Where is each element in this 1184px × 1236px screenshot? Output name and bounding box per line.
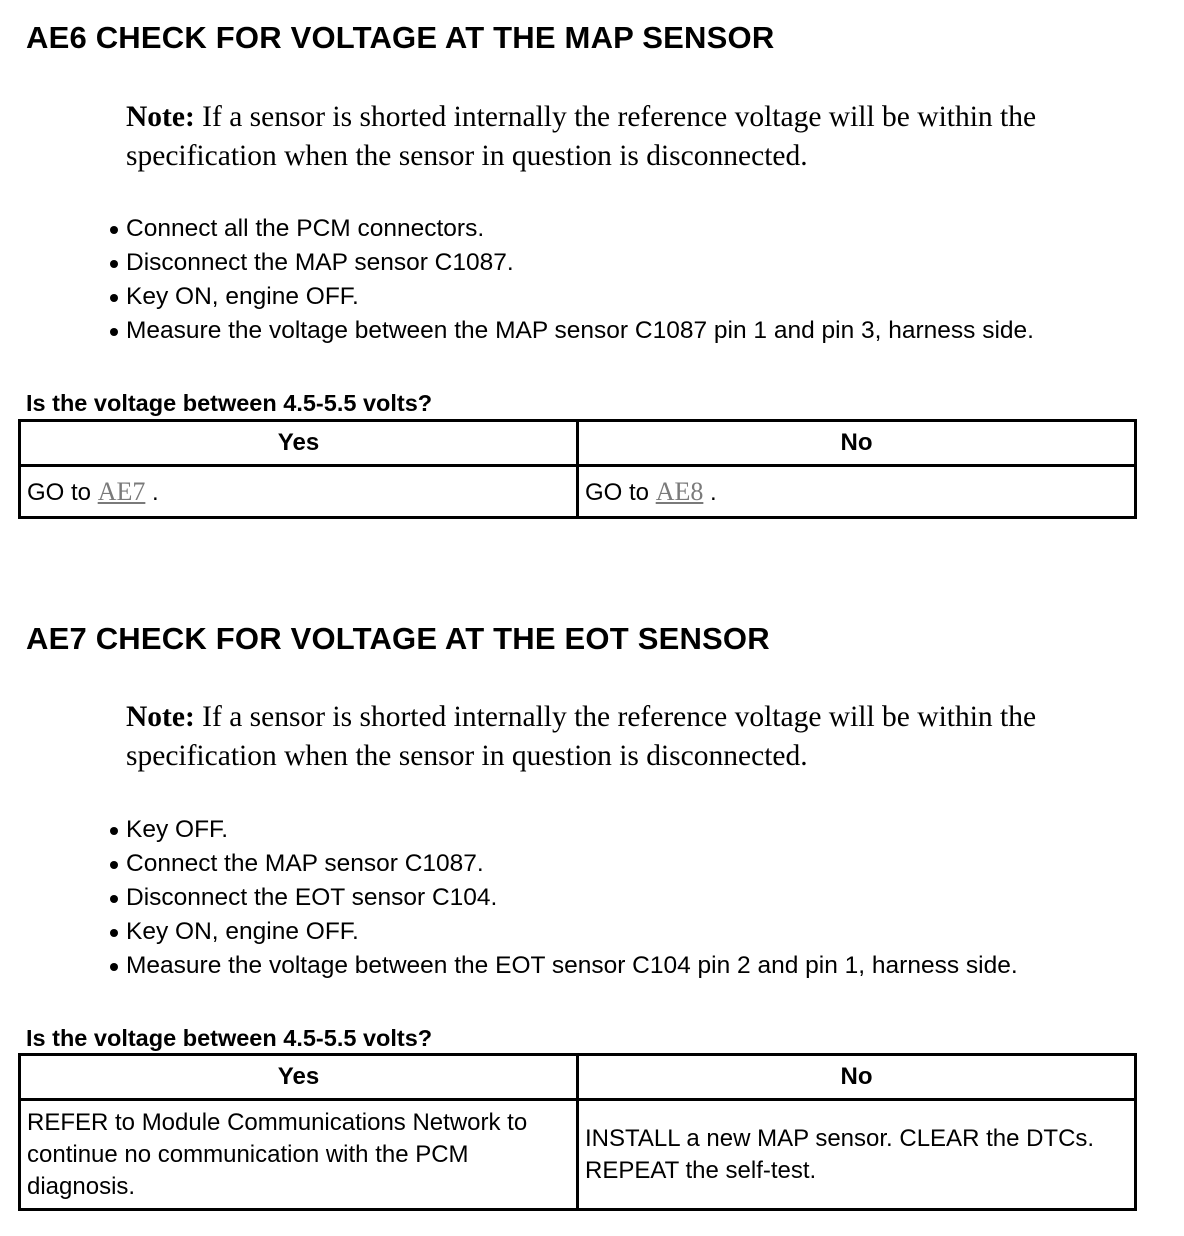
table-header-row bbox=[20, 421, 1136, 466]
go-to-text: GO to bbox=[27, 478, 98, 506]
step-text: Connect the MAP sensor C1087. bbox=[126, 850, 484, 877]
step-text: Key ON, engine OFF. bbox=[126, 918, 359, 945]
bullet-icon bbox=[110, 895, 118, 903]
yes-cell bbox=[20, 466, 578, 518]
table-row bbox=[20, 466, 1136, 518]
link-ae8[interactable]: AE8 bbox=[655, 476, 704, 506]
go-to-text: GO to bbox=[585, 478, 656, 506]
yes-header: Yes bbox=[20, 1055, 578, 1100]
no-header: No bbox=[578, 421, 1136, 466]
step-item bbox=[108, 949, 1018, 983]
steps-list-ae6 bbox=[108, 212, 1034, 348]
period-text: . bbox=[703, 478, 717, 506]
step-text: Measure the voltage between the MAP sensor C1087 pin 1 and pin 3, harness side. bbox=[126, 317, 1034, 344]
yes-cell: REFER to Module Communications Network to continue no communication with the PCM diagnosis. bbox=[20, 1100, 578, 1210]
step-item bbox=[108, 915, 1018, 949]
bullet-icon bbox=[110, 963, 118, 971]
decision-table-ae6 bbox=[18, 419, 1137, 519]
step-item bbox=[108, 212, 1034, 246]
step-text: Connect all the PCM connectors. bbox=[126, 215, 485, 242]
step-text: Disconnect the EOT sensor C104. bbox=[126, 884, 498, 911]
note-label: Note: bbox=[126, 701, 195, 733]
step-item bbox=[108, 847, 1018, 881]
no-cell: INSTALL a new MAP sensor. CLEAR the DTCs. REPEAT the self-test. bbox=[578, 1100, 1136, 1210]
step-text: Key OFF. bbox=[126, 816, 229, 843]
step-item bbox=[108, 881, 1018, 915]
link-ae7[interactable]: AE7 bbox=[97, 476, 146, 506]
bullet-icon bbox=[110, 827, 118, 835]
note-text: If a sensor is shorted internally the reference voltage will be within the specification when the sensor in question is disconnected. bbox=[126, 701, 1037, 772]
step-text: Disconnect the MAP sensor C1087. bbox=[126, 249, 514, 276]
table-row bbox=[20, 1100, 1136, 1210]
note-label: Note: bbox=[126, 101, 195, 133]
step-item bbox=[108, 246, 1034, 280]
question-ae7: Is the voltage between 4.5-5.5 volts? bbox=[26, 1025, 433, 1051]
step-item bbox=[108, 280, 1034, 314]
period-text: . bbox=[145, 478, 159, 506]
question-ae6: Is the voltage between 4.5-5.5 volts? bbox=[26, 390, 433, 416]
note-ae7 bbox=[126, 698, 1166, 776]
step-text: Key ON, engine OFF. bbox=[126, 283, 359, 310]
table-header-row bbox=[20, 1055, 1136, 1100]
no-cell bbox=[578, 466, 1136, 518]
bullet-icon bbox=[110, 861, 118, 869]
bullet-icon bbox=[110, 328, 118, 336]
note-ae6 bbox=[126, 98, 1166, 176]
note-text: If a sensor is shorted internally the reference voltage will be within the specification when the sensor in question is disconnected. bbox=[126, 101, 1037, 172]
step-item bbox=[108, 314, 1034, 348]
steps-list-ae7 bbox=[108, 813, 1018, 983]
decision-table-ae7 bbox=[18, 1053, 1137, 1211]
step-item bbox=[108, 813, 1018, 847]
no-header: No bbox=[578, 1055, 1136, 1100]
yes-header: Yes bbox=[20, 421, 578, 466]
bullet-icon bbox=[110, 929, 118, 937]
bullet-icon bbox=[110, 226, 118, 234]
bullet-icon bbox=[110, 260, 118, 268]
section-title-ae7: AE7 CHECK FOR VOLTAGE AT THE EOT SENSOR bbox=[26, 621, 770, 656]
bullet-icon bbox=[110, 294, 118, 302]
step-text: Measure the voltage between the EOT sensor C104 pin 2 and pin 1, harness side. bbox=[126, 952, 1018, 979]
section-title-ae6: AE6 CHECK FOR VOLTAGE AT THE MAP SENSOR bbox=[26, 20, 775, 55]
